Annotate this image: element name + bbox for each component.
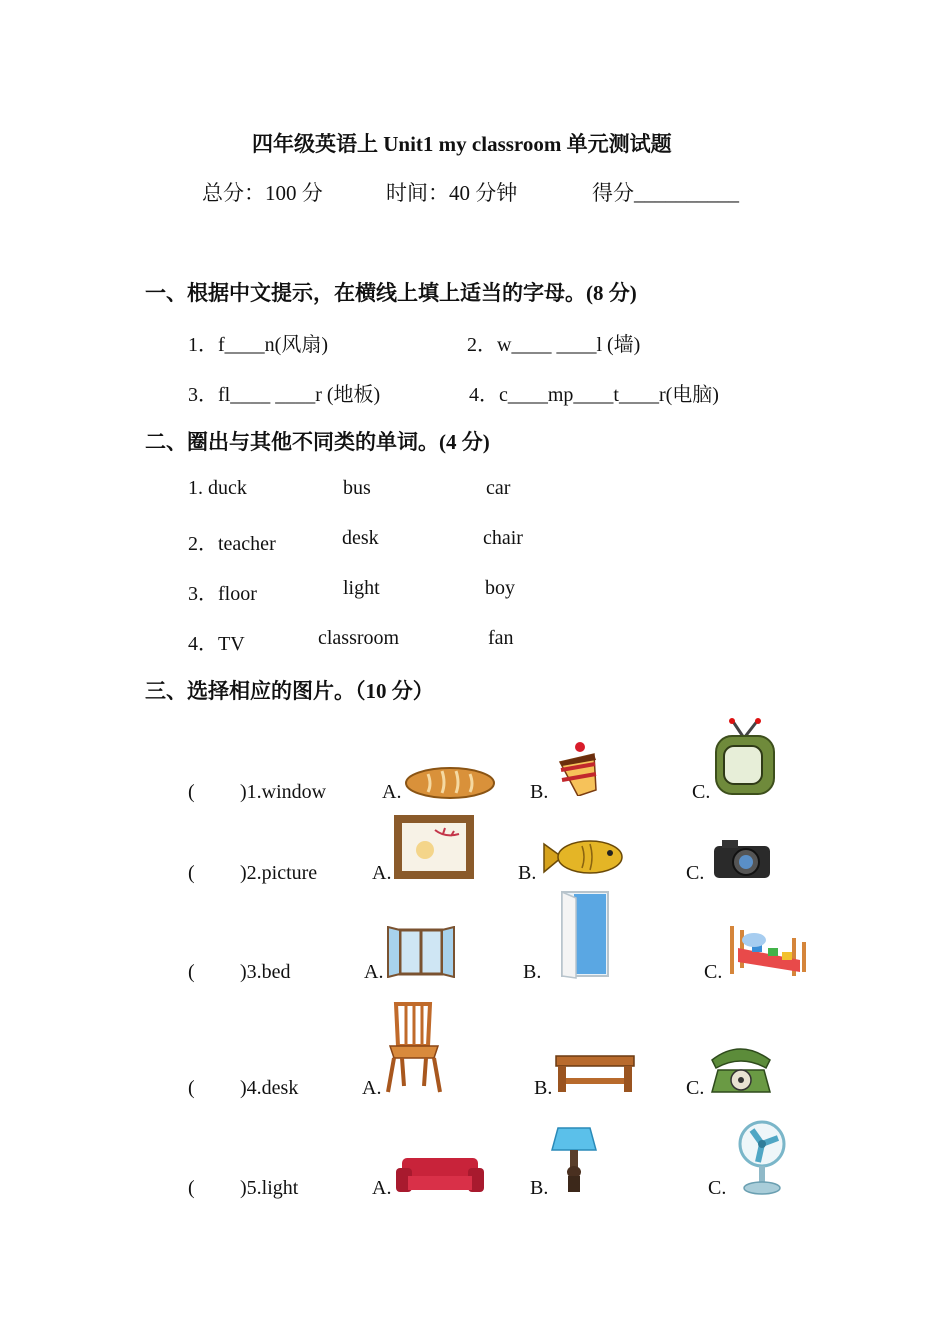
answer-paren: ( xyxy=(188,1177,195,1199)
word-cell: boy xyxy=(485,577,515,599)
option-b: B. xyxy=(518,862,537,884)
option-c: C. xyxy=(692,781,711,803)
option-b: B. xyxy=(530,781,549,803)
bed-image xyxy=(728,916,808,980)
sofa-image xyxy=(394,1156,486,1196)
word-cell: classroom xyxy=(318,627,400,649)
bread-image xyxy=(404,764,496,800)
section3-heading: 三、选择相应的图片。（10 分） xyxy=(145,679,434,703)
fill-item-3: 3．fl____ ____r (地板) xyxy=(188,384,381,406)
word-cell: 4．TV xyxy=(188,633,245,655)
camera-image xyxy=(712,836,772,880)
telephone-image xyxy=(706,1040,776,1094)
word-cell: 3．floor xyxy=(188,583,257,605)
fill-item-1: 1．f____n(风扇) xyxy=(188,334,328,356)
option-c: C. xyxy=(686,862,705,884)
section1-heading: 一、根据中文提示，在横线上填上适当的字母。(8 分) xyxy=(145,281,637,305)
tv-image xyxy=(714,718,776,798)
door-image xyxy=(554,890,614,980)
fish-image xyxy=(542,834,626,880)
option-a: A. xyxy=(372,862,392,884)
option-b: B. xyxy=(530,1177,549,1199)
word-cell: fan xyxy=(488,627,514,649)
fan-image xyxy=(736,1120,788,1196)
question-word: )1.window xyxy=(240,781,327,803)
option-a: A. xyxy=(362,1077,382,1099)
desk-image xyxy=(554,1050,636,1094)
answer-paren: ( xyxy=(188,781,195,803)
word-cell: desk xyxy=(342,527,379,549)
question-word: )5.light xyxy=(240,1177,299,1199)
fill-item-4: 4．c____mp____t____r(电脑) xyxy=(469,384,719,406)
word-cell: bus xyxy=(343,477,371,499)
fill-item-2: 2．w____ ____l (墙) xyxy=(467,334,641,356)
window-image xyxy=(386,926,456,978)
word-cell: car xyxy=(486,477,511,499)
question-word: )3.bed xyxy=(240,961,291,983)
option-a: A. xyxy=(364,961,384,983)
question-word: )4.desk xyxy=(240,1077,299,1099)
chair-image xyxy=(384,1000,444,1094)
question-word: )2.picture xyxy=(240,862,318,884)
framed-picture-image xyxy=(393,814,475,880)
answer-paren: ( xyxy=(188,862,195,884)
option-c: C. xyxy=(704,961,723,983)
word-cell: 2．teacher xyxy=(188,533,276,555)
option-b: B. xyxy=(523,961,542,983)
answer-paren: ( xyxy=(188,1077,195,1099)
answer-paren: ( xyxy=(188,961,195,983)
option-c: C. xyxy=(708,1177,727,1199)
time-limit: 时间：40 分钟 xyxy=(386,181,518,205)
section2-heading: 二、圈出与其他不同类的单词。(4 分) xyxy=(145,430,490,454)
lamp-image xyxy=(550,1126,598,1194)
total-score: 总分：100 分 xyxy=(202,181,323,205)
option-a: A. xyxy=(372,1177,392,1199)
page-title: 四年级英语上 Unit1 my classroom 单元测试题 xyxy=(252,132,672,156)
option-b: B. xyxy=(534,1077,553,1099)
option-c: C. xyxy=(686,1077,705,1099)
word-cell: 1. duck xyxy=(188,477,247,499)
cake-image xyxy=(556,740,600,796)
word-cell: chair xyxy=(483,527,523,549)
score-blank: 得分__________ xyxy=(592,181,739,205)
option-a: A. xyxy=(382,781,402,803)
word-cell: light xyxy=(343,577,380,599)
